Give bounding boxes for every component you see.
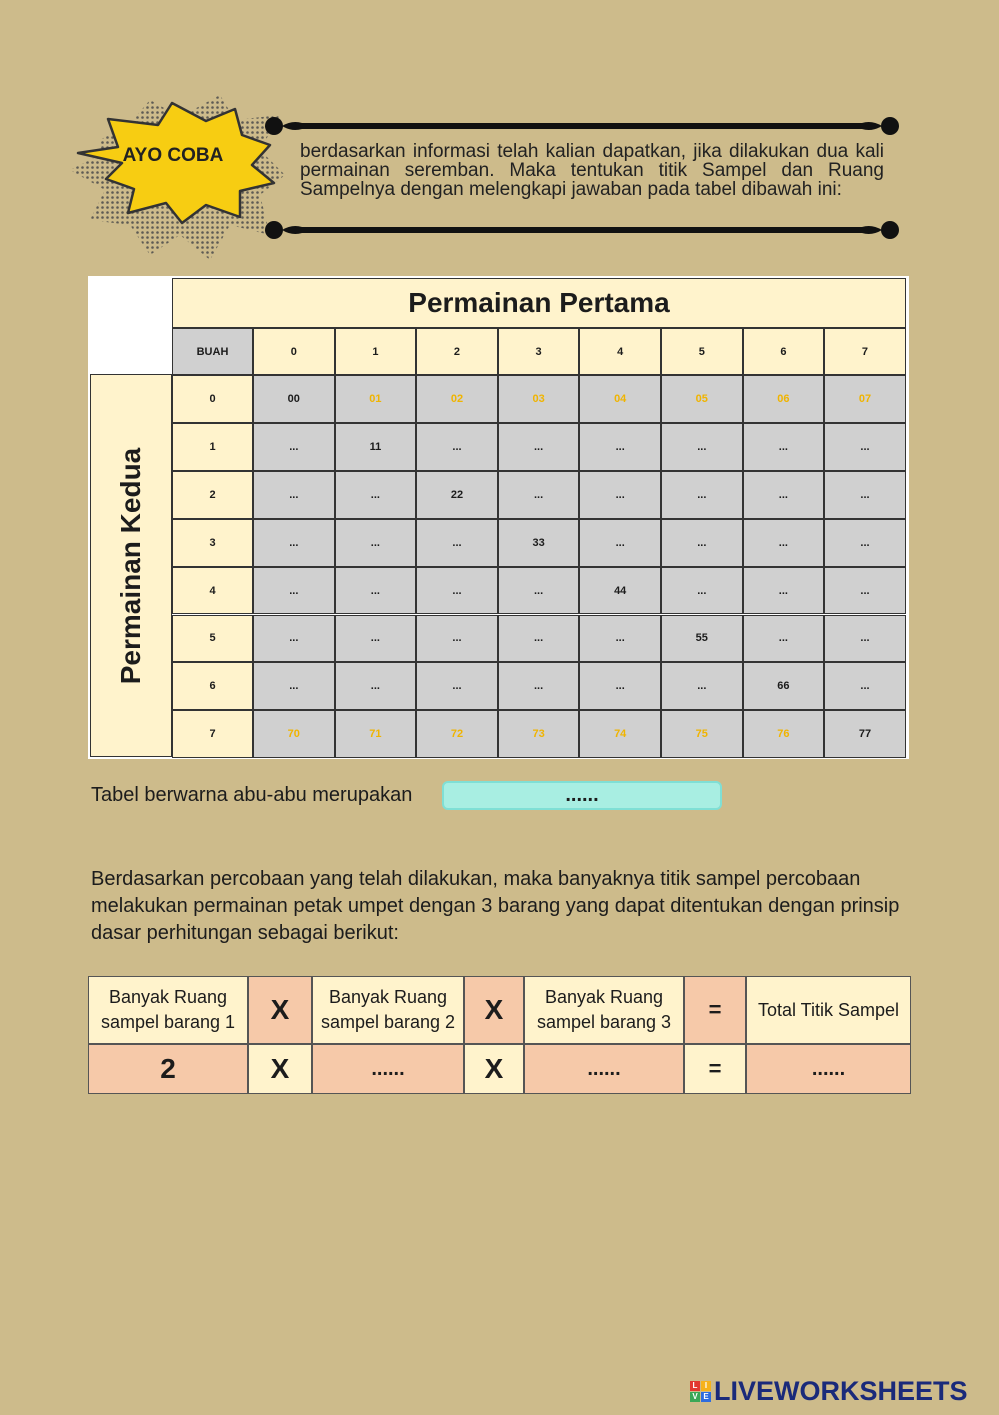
times-sign: X [248, 976, 312, 1044]
ayo-coba-burst [70, 95, 285, 260]
product-rule-table [88, 970, 911, 1095]
table-cell: ... [416, 567, 498, 615]
table-cell: ... [335, 615, 417, 663]
table-cell: ... [824, 423, 906, 471]
table-cell: ... [416, 662, 498, 710]
table-cell: 11 [335, 423, 417, 471]
table-cell: ... [498, 615, 580, 663]
table-cell: ... [743, 471, 825, 519]
label-total: Total Titik Sampel [746, 976, 911, 1044]
table-cell: ... [253, 615, 335, 663]
value-barang-1: 2 [88, 1044, 248, 1094]
table-cell: 03 [498, 375, 580, 423]
table-cell: ... [253, 567, 335, 615]
table-cell: ... [416, 423, 498, 471]
table-cell: 05 [661, 375, 743, 423]
table-cell: 04 [579, 375, 661, 423]
row-header: 6 [172, 662, 253, 710]
row-header: 1 [172, 423, 253, 471]
table-cell: ... [253, 519, 335, 567]
table-cell: ... [498, 471, 580, 519]
table-cell: ... [498, 567, 580, 615]
row-axis-title: Permainan Kedua [90, 374, 172, 757]
table-cell: ... [743, 567, 825, 615]
table-cell: 33 [498, 519, 580, 567]
sample-space-table [88, 276, 909, 759]
table-cell: 22 [416, 471, 498, 519]
table-cell: 76 [743, 710, 825, 758]
table-cell: ... [253, 662, 335, 710]
row-header: 3 [172, 519, 253, 567]
column-axis-title: Permainan Pertama [172, 278, 906, 328]
row-header: 5 [172, 615, 253, 663]
equals-sign: = [684, 976, 746, 1044]
column-header: 1 [335, 328, 417, 375]
table-cell: 74 [579, 710, 661, 758]
logo-text: LIVEWORKSHEETS [714, 1376, 968, 1406]
column-header: 5 [661, 328, 743, 375]
table-cell: ... [661, 662, 743, 710]
label-barang-1: Banyak Ruang sampel barang 1 [88, 976, 248, 1044]
table-cell: 00 [253, 375, 335, 423]
times-sign: X [464, 976, 524, 1044]
table-cell: 06 [743, 375, 825, 423]
times-sign: X [248, 1044, 312, 1094]
table-cell: 71 [335, 710, 417, 758]
row-header: 2 [172, 471, 253, 519]
table-cell: ... [661, 519, 743, 567]
logo-mark-icon [690, 1381, 711, 1402]
table-cell: 02 [416, 375, 498, 423]
table-cell: ... [661, 471, 743, 519]
ayo-coba-label: AYO COBA [122, 145, 224, 166]
table-cell: ... [335, 471, 417, 519]
table-cell: ... [253, 471, 335, 519]
table-cell: ... [661, 567, 743, 615]
table-cell: ... [579, 423, 661, 471]
table-cell: 44 [579, 567, 661, 615]
table-cell: ... [579, 471, 661, 519]
table-cell: ... [743, 423, 825, 471]
row-header: 7 [172, 710, 253, 758]
equals-sign: = [684, 1044, 746, 1094]
table-cell: ... [335, 567, 417, 615]
column-header: 0 [253, 328, 335, 375]
input-total[interactable]: ...... [746, 1044, 911, 1094]
column-header: 4 [579, 328, 661, 375]
table-cell: 70 [253, 710, 335, 758]
table-cell: 66 [743, 662, 825, 710]
table-cell: ... [579, 519, 661, 567]
row-header: 0 [172, 375, 253, 423]
table-cell: ... [743, 519, 825, 567]
column-header: 3 [498, 328, 580, 375]
table-cell: ... [824, 567, 906, 615]
question-label: Tabel berwarna abu-abu merupakan [91, 784, 413, 806]
table-cell: 77 [824, 710, 906, 758]
table-cell: 07 [824, 375, 906, 423]
table-cell: 72 [416, 710, 498, 758]
table-cell: ... [498, 423, 580, 471]
table-cell: ... [416, 615, 498, 663]
table-cell: ... [824, 471, 906, 519]
banner-top-rule [265, 117, 899, 135]
instruction-paragraph: Berdasarkan percobaan yang telah dilakukan, maka banyaknya titik sampel percobaan melakukan permainan petak umpet dengan 3 barang yang dapat ditentukan dengan prinsip dasar perhitungan sebagai berikut: [91, 868, 900, 944]
table-cell: 55 [661, 615, 743, 663]
table-cell: ... [824, 615, 906, 663]
intro-text: berdasarkan informasi telah kalian dapatkan, jika dilakukan dua kali permainan seremban. Maka tentukan titik Sampel dan Ruang Sampelnya dengan melengkapi jawaban pada tabel dibawah ini: [300, 141, 884, 200]
table-cell: ... [824, 662, 906, 710]
input-barang-2[interactable]: ...... [312, 1044, 464, 1094]
column-header: 6 [743, 328, 825, 375]
table-cell: ... [743, 615, 825, 663]
table-cell: ... [498, 662, 580, 710]
table-cell: ... [579, 615, 661, 663]
liveworksheets-logo [690, 1376, 968, 1407]
table-cell: 01 [335, 375, 417, 423]
table-cell: ... [824, 519, 906, 567]
column-header: 7 [824, 328, 906, 375]
table-cell: 73 [498, 710, 580, 758]
table-cell: 75 [661, 710, 743, 758]
banner-bottom-rule [265, 221, 899, 239]
table-cell: ... [661, 423, 743, 471]
times-sign: X [464, 1044, 524, 1094]
answer-input[interactable]: ...... [442, 781, 722, 810]
table-cell: ... [416, 519, 498, 567]
table-cell: ... [335, 662, 417, 710]
table-cell: ... [253, 423, 335, 471]
column-header: 2 [416, 328, 498, 375]
logo-letter: E [701, 1392, 711, 1402]
label-barang-2: Banyak Ruang sampel barang 2 [312, 976, 464, 1044]
input-barang-3[interactable]: ...... [524, 1044, 684, 1094]
table-cell: ... [335, 519, 417, 567]
logo-letter: V [690, 1392, 700, 1402]
logo-letter: L [690, 1381, 700, 1391]
logo-letter: I [701, 1381, 711, 1391]
table-cell: ... [579, 662, 661, 710]
label-barang-3: Banyak Ruang sampel barang 3 [524, 976, 684, 1044]
corner-label: BUAH [172, 328, 253, 375]
row-header: 4 [172, 567, 253, 615]
